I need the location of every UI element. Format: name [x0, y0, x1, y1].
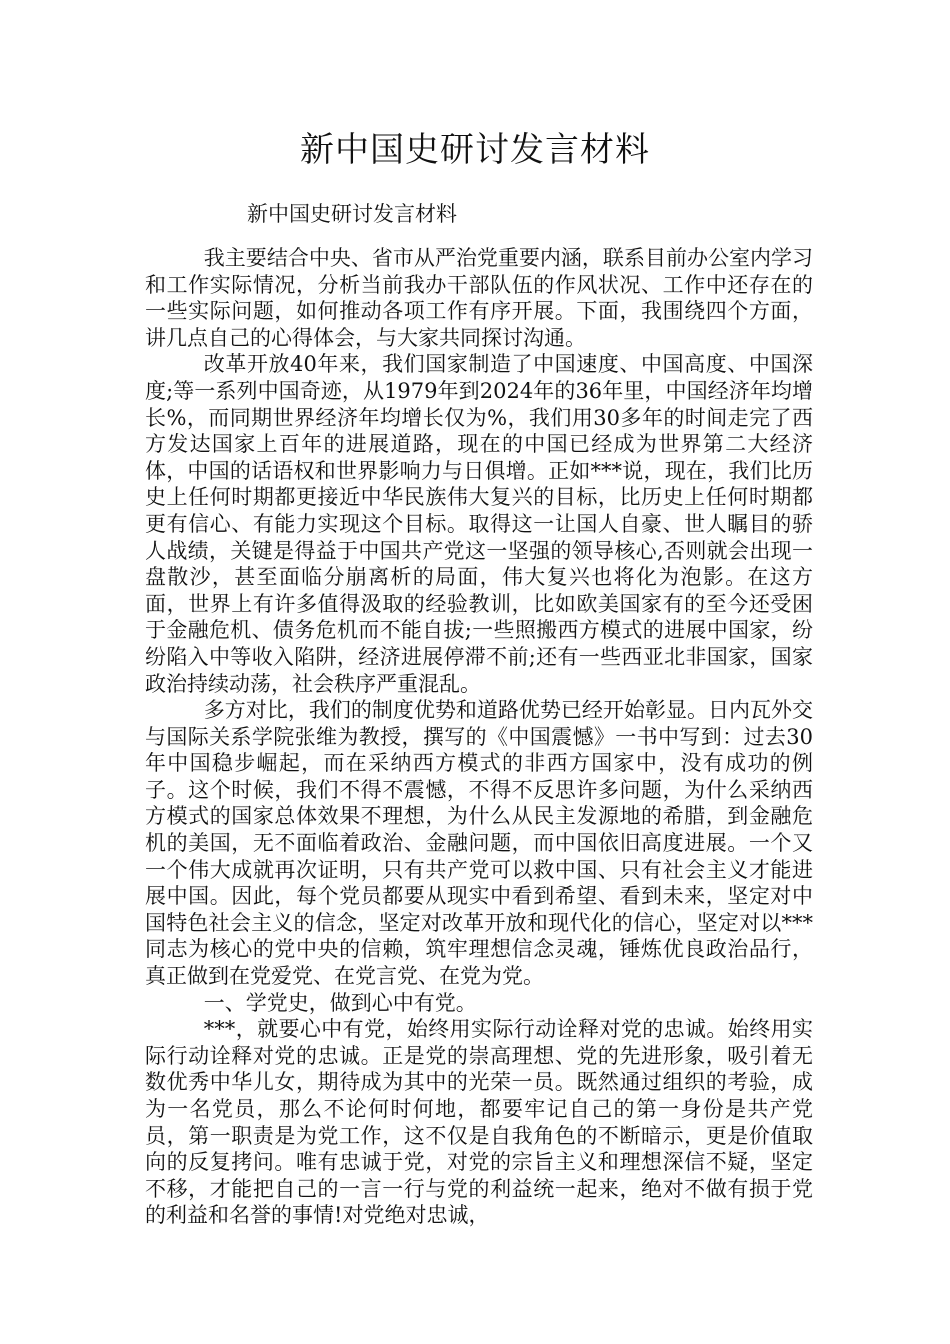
body-paragraph-comparison: 多方对比，我们的制度优势和道路优势已经开始彰显。日内瓦外交与国际关系学院张维为教授，撰写的《中国震憾》一书中写到：过去30年中国稳步崛起，而在采纳西方模式的非西方国家中，没有成功的例子。这个时候，我们不得不震憾，不得不反思许多问题，为什么采纳西方模式的国家总体效果不理想，为什么从民主发源地的希腊，到金融危机的美国，无不面临着政治、金融问题，而中国依旧高度进展。一个又一个伟大成就再次证明，只有共产党可以救中国、只有社会主义才能进展中国。因此，每个党员都要从现实中看到希望、看到未来，坚定对中国特色社会主义的信念，坚定对改革开放和现代化的信心，坚定对以***同志为核心的党中央的信赖，筑牢理想信念灵魂，锤炼优良政治品行，真正做到在党爱党、在党言党、在党为党。	[145, 698, 813, 989]
body-paragraph-intro: 我主要结合中央、省市从严治党重要内涵，联系目前办公室内学习和工作实际情况，分析当前我办干部队伍的作风状况、工作中还存在的一些实际问题，如何推动各项工作有序开展。下面，我围绕四个方面，讲几点自己的心得体会，与大家共同探讨沟通。	[145, 246, 813, 350]
body-paragraph-reform: 改革开放40年来，我们国家制造了中国速度、中国高度、中国深度;等一系列中国奇迹，从1979年到2024年的36年里，中国经济年均增长%，而同期世界经济年均增长仅为%，我们用30多年的时间走完了西方发达国家上百年的进展道路，现在的中国已经成为世界第二大经济体，中国的话语权和世界影响力与日俱增。正如***说，现在，我们比历史上任何时期都更接近中华民族伟大复兴的目标，比历史上任何时期都更有信心、有能力实现这个目标。取得这一让国人自豪、世人瞩目的骄人战绩，关键是得益于中国共产党这一坚强的领导核心,否则就会出现一盘散沙，甚至面临分崩离析的局面，伟大复兴也将化为泡影。在这方面，世界上有许多值得汲取的经验教训，比如欧美国家有的至今还受困于金融危机、债务危机而不能自拔;一些照搬西方模式的进展中国家，纷纷陷入中等收入陷阱，经济进展停滞不前;还有一些西亚北非国家，国家政治持续动荡，社会秩序严重混乱。	[145, 352, 813, 696]
section-heading-1: 一、学党史，做到心中有党。	[203, 990, 477, 1015]
document-subtitle: 新中国史研讨发言材料	[247, 202, 457, 226]
body-paragraph-loyalty: ***，就要心中有党，始终用实际行动诠释对党的忠诚。始终用实际行动诠释对党的忠诚。正是党的崇高理想、党的先进形象，吸引着无数优秀中华儿女，期待成为其中的光荣一员。既然通过组织的考验，成为一名党员，那么不论何时何地，都要牢记自己的第一身份是共产党员，第一职责是为党工作，这不仅是自我角色的不断暗示，更是价值取向的反复拷问。唯有忠诚于党，对党的宗旨主义和理想深信不疑，坚定不移，才能把自己的一言一行与党的利益统一起来，绝对不做有损于党的利益和名誉的事情!对党绝对忠诚，	[145, 1017, 813, 1228]
document-body	[145, 245, 813, 1229]
document-title: 新中国史研讨发言材料	[300, 130, 650, 170]
